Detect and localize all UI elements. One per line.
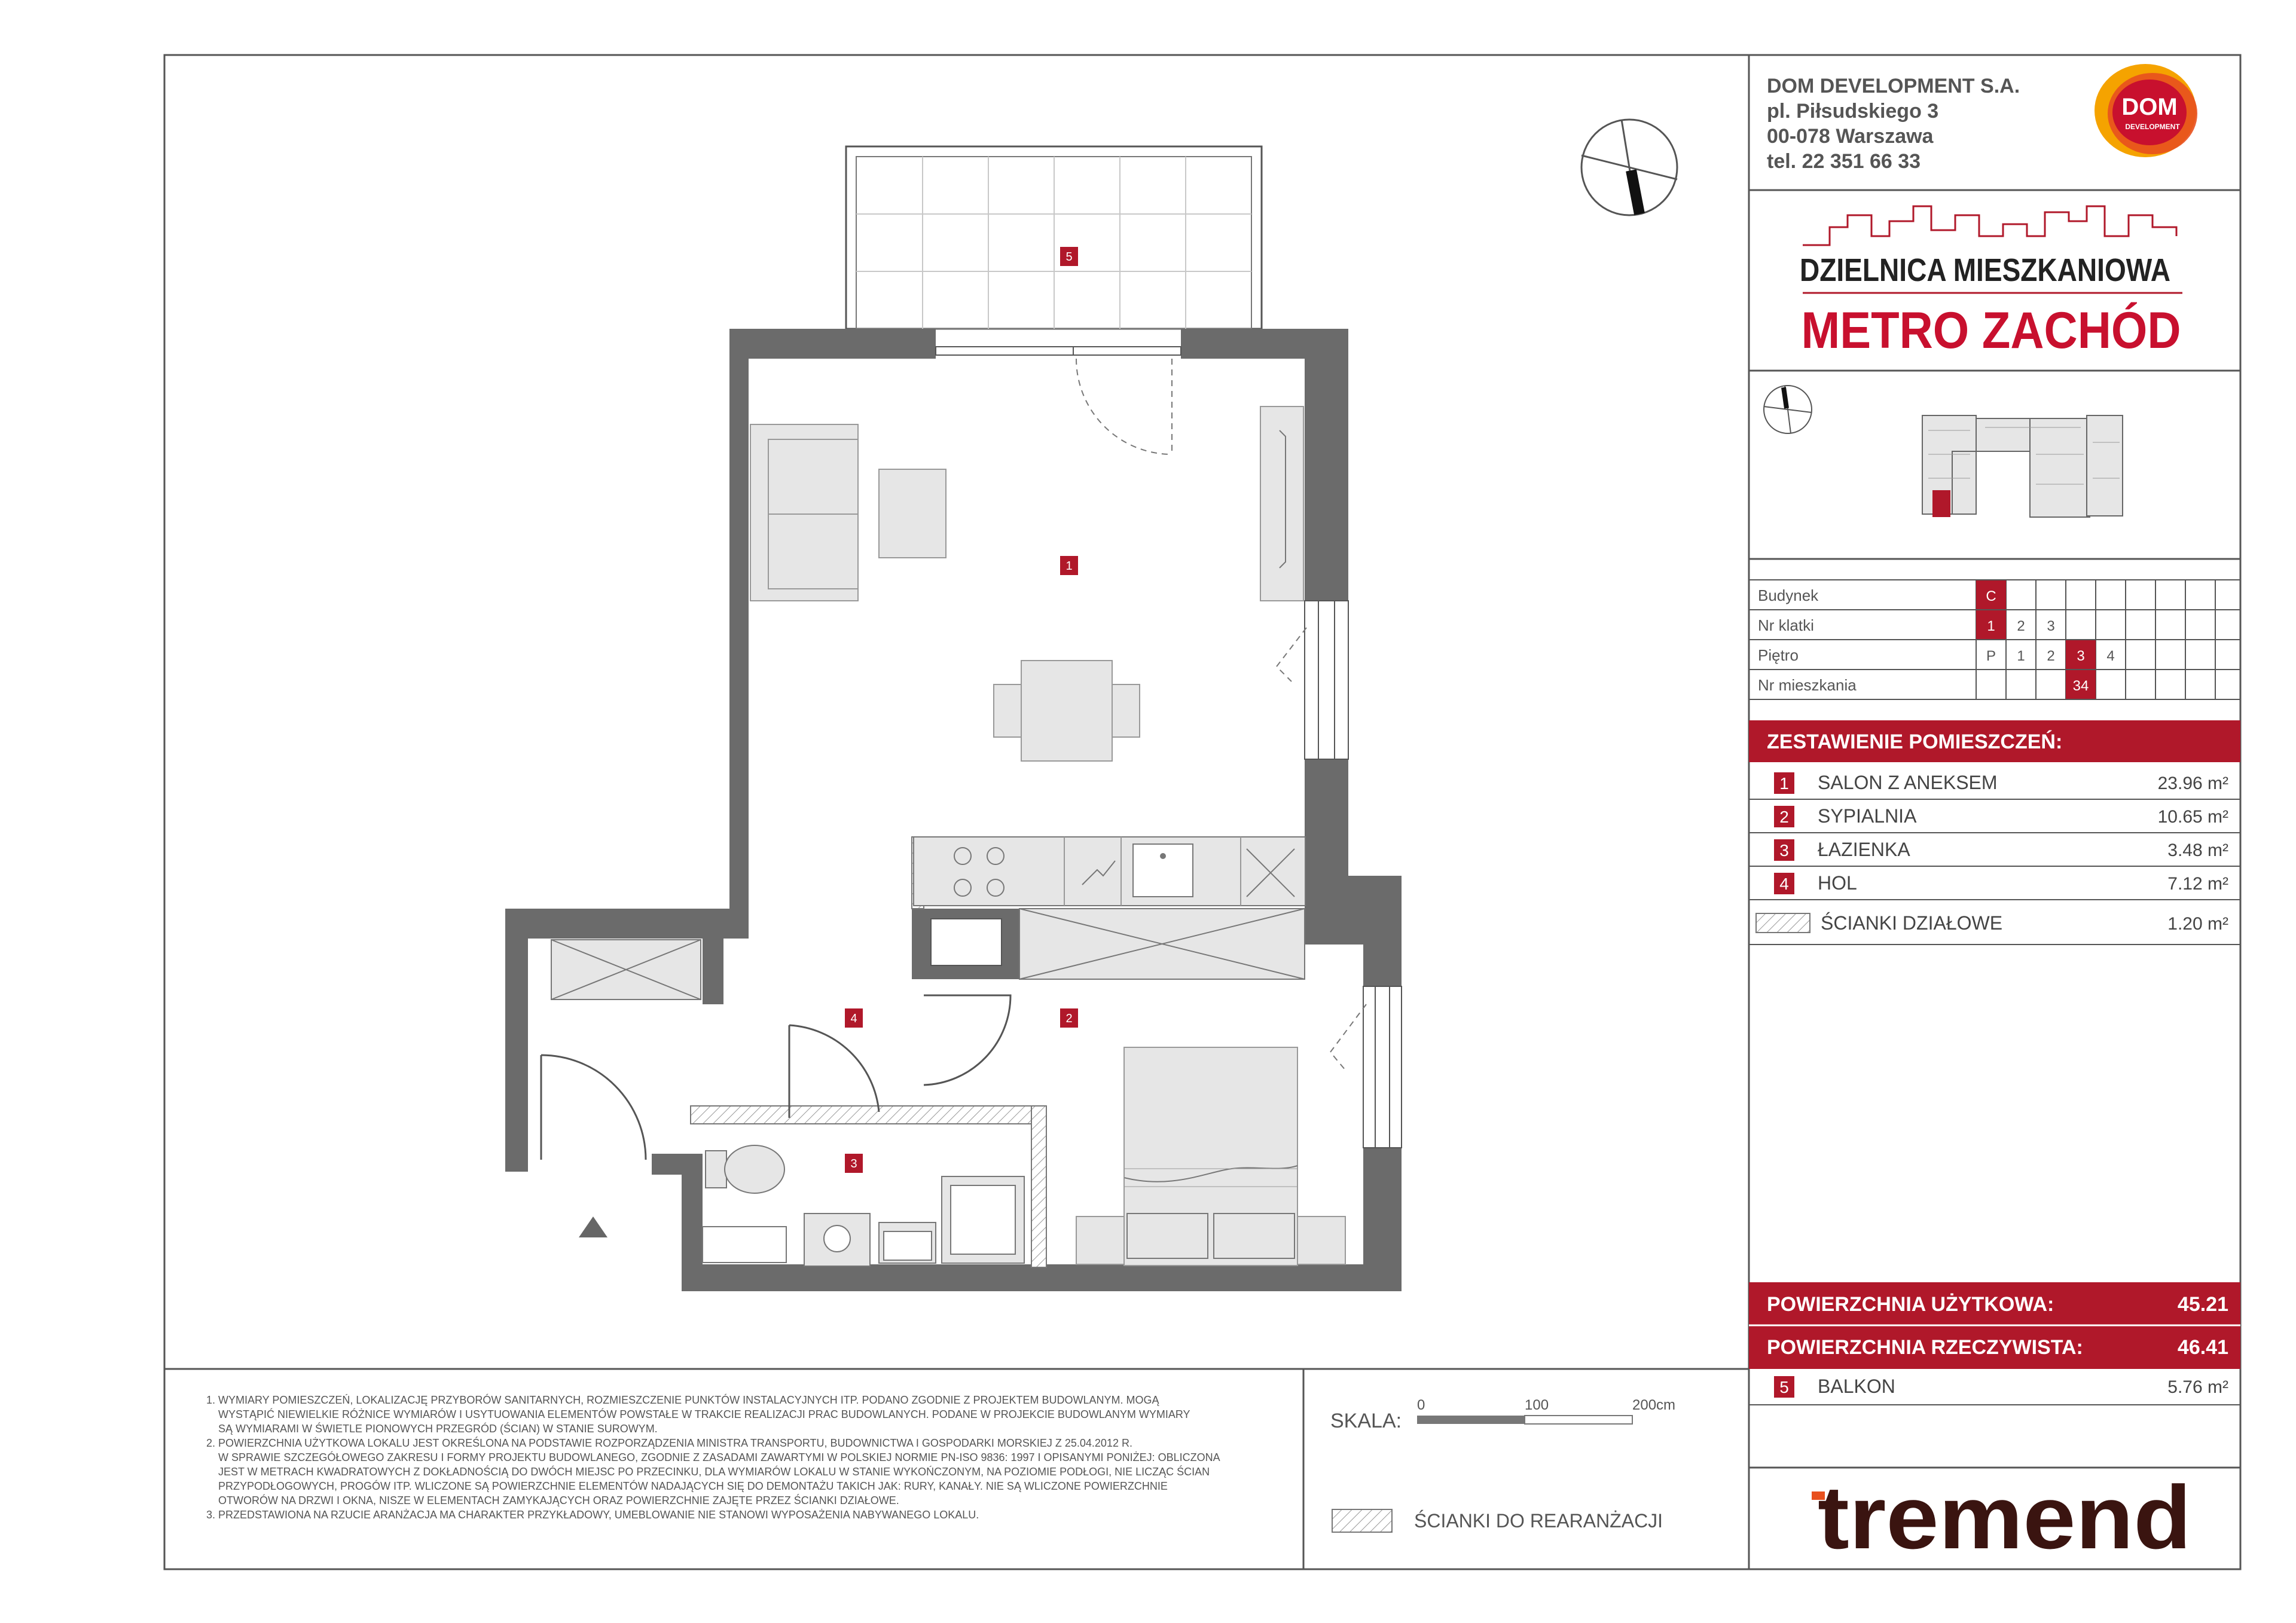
floor-plan	[505, 146, 1402, 1291]
svg-text:1: 1	[1779, 774, 1789, 793]
svg-text:34: 34	[2072, 678, 2089, 694]
room-row	[1774, 772, 2228, 794]
rearrangement-legend	[1332, 1509, 1663, 1532]
svg-text:BALKON: BALKON	[1818, 1376, 1895, 1397]
svg-text:ŁAZIENKA: ŁAZIENKA	[1818, 839, 1910, 860]
entrance-arrow-icon	[579, 1217, 607, 1237]
svg-text:POWIERZCHNIA UŻYTKOWA:: POWIERZCHNIA UŻYTKOWA:	[1767, 1293, 2054, 1316]
svg-text:7.12 m²: 7.12 m²	[2167, 874, 2228, 894]
svg-text:HOL: HOL	[1818, 872, 1857, 894]
svg-text:DOM: DOM	[2121, 94, 2178, 120]
svg-text:2. POWIERZCHNIA UŻYTKOWA LOKAL: 2. POWIERZCHNIA UŻYTKOWA LOKALU JEST OKREŚLONA NA PODSTAWIE ROZPORZĄDZENIA MINISTRA TRANSPORTU, BUDOWNICTWA I GOSPODARKI MORSKIEJ Z 25.04.2012 R.	[206, 1437, 1132, 1449]
svg-text:WYSTĄPIĆ NIEWIELKIE RÓŻNICE WY: WYSTĄPIĆ NIEWIELKIE RÓŻNICE WYMIARÓW I USYTUOWANIA ELEMENTÓW POWSTAŁE W TRAKCIE REALIZACJI PRAC BUDOWLANYCH. PODANE W PROJEKCIE BUDOWLANYM WYMIARY	[218, 1408, 1190, 1420]
svg-text:1: 1	[1987, 618, 1995, 634]
svg-text:3: 3	[2047, 618, 2055, 634]
totals	[1749, 1282, 2240, 1369]
sofa	[750, 424, 858, 601]
room-row	[1774, 839, 2228, 861]
site-plan	[1764, 386, 2123, 517]
svg-text:tremend: tremend	[1818, 1467, 2191, 1567]
svg-text:10.65 m²: 10.65 m²	[2157, 807, 2228, 827]
svg-text:5: 5	[1779, 1378, 1789, 1396]
compass-icon	[1581, 120, 1677, 215]
svg-text:DEVELOPMENT: DEVELOPMENT	[2125, 123, 2180, 131]
balcony-row	[1749, 1376, 2240, 1405]
svg-text:1. WYMIARY POMIESZCZEŃ, LOKALI: 1. WYMIARY POMIESZCZEŃ, LOKALIZACJĘ PRZYBORÓW SANITARNYCH, ROZMIESZCZENIE PUNKTÓW INSTALACYJNYCH ITP. PODANO ZGODNIE Z PROJEKTEM BUDOWLANYM. MOGĄ	[206, 1394, 1159, 1406]
location-table	[1749, 580, 2240, 699]
svg-text:5.76 m²: 5.76 m²	[2167, 1377, 2228, 1397]
svg-text:45.21: 45.21	[2177, 1293, 2228, 1316]
svg-text:JEST W METRACH KWADRATOWYCH Z: JEST W METRACH KWADRATOWYCH Z DOKŁADNOŚCIĄ DO DWÓCH MIEJSC PO PRZECINKU, DLA WYMIARÓW LOKALU W STANIE WYKOŃCZONYM, NA POZIOMIE PODŁOGI, NIE LICZĄC ŚCIAN	[218, 1466, 1210, 1478]
tv-cabinet	[1260, 406, 1303, 601]
svg-text:3.48 m²: 3.48 m²	[2167, 840, 2228, 860]
plan-label-1	[1060, 556, 1078, 575]
svg-text:4: 4	[850, 1012, 857, 1025]
notes	[206, 1393, 1220, 1521]
armchair	[879, 469, 946, 558]
svg-text:P: P	[1986, 648, 1996, 664]
svg-text:ZESTAWIENIE POMIESZCZEŃ:: ZESTAWIENIE POMIESZCZEŃ:	[1767, 730, 2063, 753]
svg-text:1: 1	[2017, 648, 2025, 664]
svg-text:2: 2	[2047, 648, 2055, 664]
plan-label-3	[845, 1154, 863, 1173]
bed	[1076, 1047, 1345, 1266]
svg-text:SKALA:: SKALA:	[1330, 1410, 1402, 1432]
plan-label-5	[1060, 247, 1078, 266]
svg-text:pl. Piłsudskiego 3: pl. Piłsudskiego 3	[1767, 100, 1939, 123]
room-row	[1774, 872, 2228, 894]
svg-text:ŚCIANKI DZIAŁOWE: ŚCIANKI DZIAŁOWE	[1821, 912, 2003, 934]
svg-text:ŚCIANKI DO REARANŻACJI: ŚCIANKI DO REARANŻACJI	[1414, 1510, 1663, 1532]
svg-text:C: C	[1986, 588, 1996, 604]
balcony	[846, 146, 1262, 329]
svg-text:3: 3	[2077, 648, 2085, 664]
svg-text:PRZYPODŁOGOWYCH, PROGÓW ITP. W: PRZYPODŁOGOWYCH, PROGÓW ITP. WLICZONE SĄ POWIERZCHNIE ELEMENTÓW NADAJĄCYCH SIĘ DO DEMONTAŻU TAKICH JAK: RURY, KANAŁY. NIE SĄ WLICZONE POWIERZCHNIE	[218, 1480, 1168, 1492]
plan-label-2	[1060, 1008, 1078, 1028]
svg-text:5: 5	[1065, 250, 1073, 264]
sink-icon	[1133, 844, 1193, 897]
svg-text:POWIERZCHNIA RZECZYWISTA:: POWIERZCHNIA RZECZYWISTA:	[1767, 1336, 2083, 1359]
svg-text:1: 1	[1065, 560, 1073, 573]
svg-text:1.20 m²: 1.20 m²	[2167, 914, 2228, 934]
room-row	[1774, 805, 2228, 827]
svg-text:4: 4	[1779, 875, 1789, 893]
svg-text:100: 100	[1525, 1397, 1549, 1413]
dom-development-logo	[2095, 64, 2197, 157]
svg-text:SYPIALNIA: SYPIALNIA	[1818, 805, 1917, 827]
svg-text:METRO ZACHÓD: METRO ZACHÓD	[1801, 302, 2181, 359]
scale-bar	[1330, 1397, 1675, 1432]
project-logo	[1800, 206, 2182, 359]
svg-text:Piętro: Piętro	[1758, 646, 1799, 664]
rooms-header	[1749, 720, 2240, 762]
svg-text:SALON Z ANEKSEM: SALON Z ANEKSEM	[1818, 772, 1998, 793]
tremend-logo	[1812, 1467, 2191, 1567]
svg-text:200cm: 200cm	[1632, 1397, 1676, 1413]
developer-info	[1767, 75, 2020, 173]
svg-text:OTWORÓW NA DRZWI I OKNA, NISZE: OTWORÓW NA DRZWI I OKNA, NISZE W ELEMENTACH ZAMYKAJĄCYCH ORAZ POWIERZCHNIE ZAJĘTE PRZEZ ŚCIANKI DZIAŁOWE.	[218, 1494, 899, 1506]
svg-text:DZIELNICA MIESZKANIOWA: DZIELNICA MIESZKANIOWA	[1800, 252, 2170, 288]
svg-text:0: 0	[1417, 1397, 1425, 1413]
interior-doors	[541, 995, 1010, 1160]
svg-text:W SPRAWIE SZCZEGÓŁOWEGO ZAKRES: W SPRAWIE SZCZEGÓŁOWEGO ZAKRESU I FORMY PROJEKTU BUDOWLANEGO, ZGODNIE Z ZASADAMI ZAWARTYMI W POLSKIEJ NORMIE PN-ISO 9836: 1997 I OPISANYMI PONIŻEJ: OBLICZONA	[218, 1451, 1220, 1463]
svg-text:2: 2	[1779, 808, 1789, 826]
apartment-location-marker	[1932, 490, 1950, 517]
plan-label-4	[845, 1008, 863, 1028]
svg-text:2: 2	[2017, 618, 2025, 634]
svg-text:00-078 Warszawa: 00-078 Warszawa	[1767, 125, 1934, 148]
bathroom	[703, 1145, 1024, 1266]
rooms-list	[1749, 772, 2240, 945]
svg-text:46.41: 46.41	[2177, 1336, 2228, 1359]
svg-text:Nr mieszkania: Nr mieszkania	[1758, 676, 1857, 694]
partition-row	[1756, 912, 2228, 934]
svg-text:DOM DEVELOPMENT S.A.: DOM DEVELOPMENT S.A.	[1767, 75, 2020, 97]
tap-icon	[1160, 853, 1166, 859]
svg-text:3. PRZEDSTAWIONA NA RZUCIE ARA: 3. PRZEDSTAWIONA NA RZUCIE ARANŻACJA MA CHARAKTER PRZYKŁADOWY, UMEBLOWANIE NIE STANOWI WYPOSAŻENIA NABYWANEGO LOKALU.	[206, 1509, 979, 1521]
svg-text:23.96 m²: 23.96 m²	[2157, 774, 2228, 793]
svg-text:4: 4	[2106, 648, 2115, 664]
svg-text:SĄ WYMIARAMI W ŚWIETLE PIONOWY: SĄ WYMIARAMI W ŚWIETLE PIONOWYCH PRZEGRÓD (ŚCIAN) W STANIE SUROWYM.	[218, 1423, 658, 1435]
svg-text:Budynek: Budynek	[1758, 586, 1819, 604]
svg-text:3: 3	[850, 1157, 857, 1170]
dining-table	[994, 661, 1140, 761]
svg-text:2: 2	[1065, 1012, 1073, 1025]
svg-text:tel. 22 351 66 33: tel. 22 351 66 33	[1767, 150, 1921, 173]
svg-text:Nr klatki: Nr klatki	[1758, 616, 1814, 634]
svg-text:3: 3	[1779, 841, 1789, 860]
hall-wardrobe	[551, 940, 701, 1000]
